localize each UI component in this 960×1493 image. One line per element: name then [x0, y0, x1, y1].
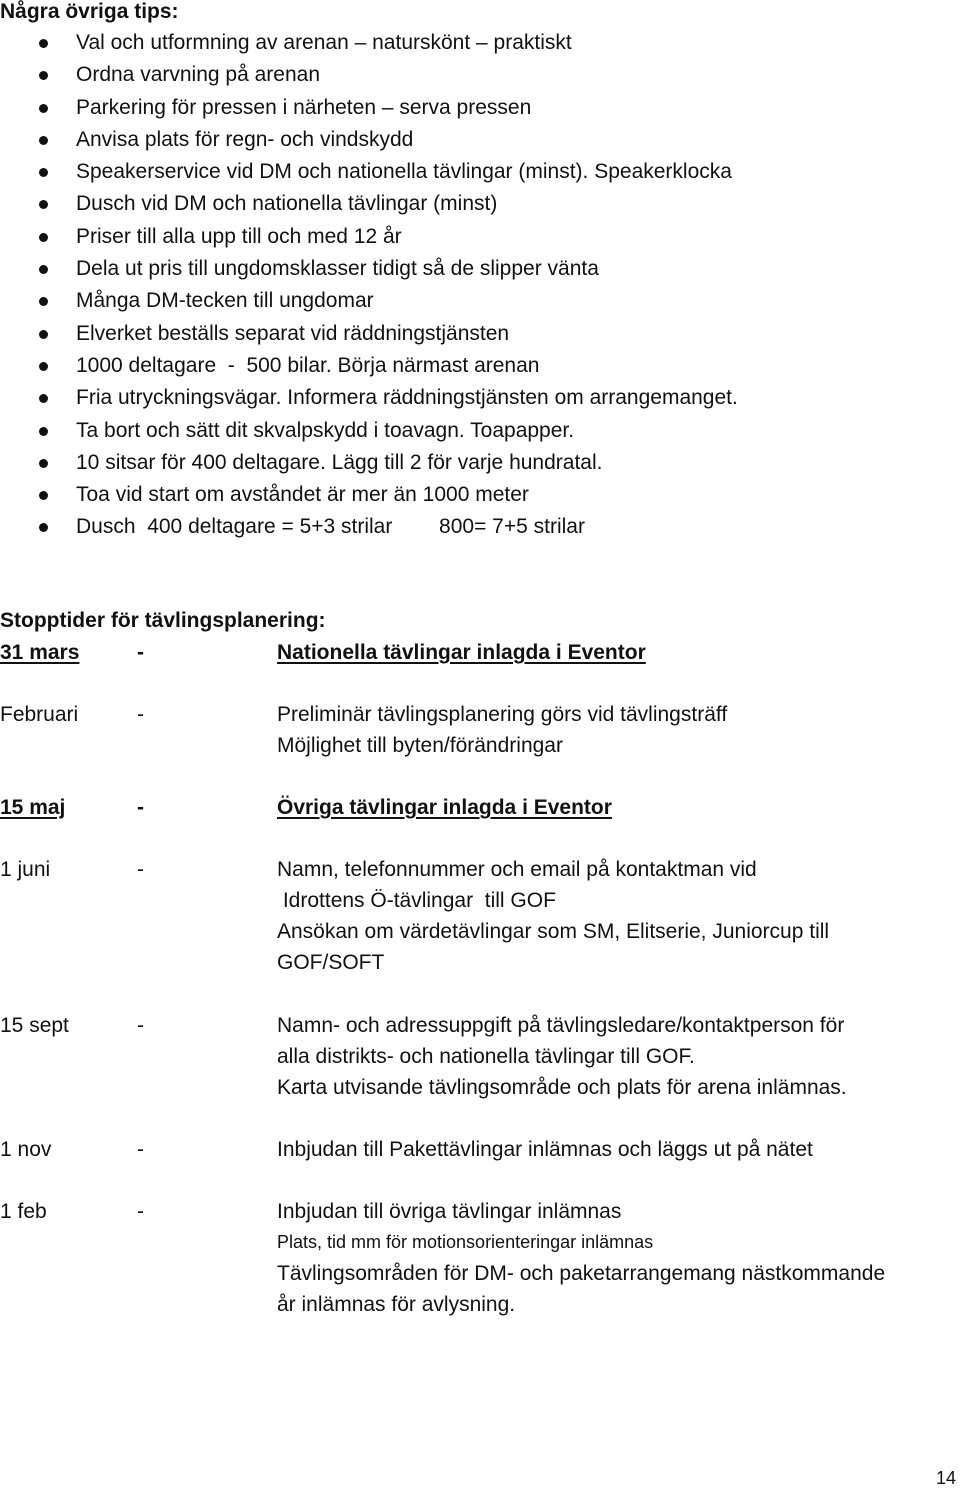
list-item [0, 285, 940, 317]
schedule-description [277, 854, 957, 978]
tip-text: Val och utformning av arenan – naturskönt – praktiskt [76, 31, 572, 54]
bullet-icon [39, 200, 48, 209]
list-item [0, 92, 940, 124]
tips-heading: Några övriga tips: [0, 0, 179, 23]
description-line: GOF/SOFT [277, 951, 385, 974]
tip-text: Ordna varvning på arenan [76, 63, 320, 87]
description-line: Preliminär tävlingsplanering görs vid tävlingsträff [277, 703, 728, 726]
schedule-date: Februari [0, 703, 79, 726]
list-item [0, 124, 940, 156]
tip-text: Priser till alla upp till och med 12 år [76, 224, 402, 248]
tip-text: Många DM-tecken till ungdomar [76, 289, 374, 313]
tip-text: Dusch vid DM och nationella tävlingar (minst) [76, 192, 498, 216]
description-line: Plats, tid mm för motionsorienteringar inlämnas [277, 1232, 654, 1252]
description-line: år inlämnas för avlysning. [277, 1293, 516, 1316]
bullet-icon [39, 491, 48, 500]
list-item [0, 27, 940, 59]
bullet-icon [39, 39, 48, 48]
list-item [0, 479, 940, 511]
tips-list [0, 27, 940, 544]
bullet-icon [39, 362, 48, 371]
list-item [0, 188, 940, 220]
tip-text: 10 sitsar för 400 deltagare. Lägg till 2 för varje hundratal. [76, 450, 603, 474]
schedule-description [277, 637, 957, 668]
description-line: Tävlingsområden för DM- och paketarrangemang nästkommande [277, 1262, 886, 1285]
tip-text: Ta bort och sätt dit skvalpskydd i toavagn. Toapapper. [76, 418, 575, 442]
tip-text: Elverket beställs separat vid räddningstjänsten [76, 321, 510, 345]
tip-text: Dusch 400 deltagare = 5+3 strilar 800= 7+5 strilar [76, 515, 585, 539]
schedule-dash: - [137, 703, 144, 726]
tip-text: Parkering för pressen i närheten – serva pressen [76, 95, 532, 119]
description-line: Karta utvisande tävlingsområde och plats för arena inlämnas. [277, 1076, 847, 1099]
schedule-dash: - [137, 1014, 144, 1037]
bullet-icon [39, 71, 48, 80]
tip-text: Dela ut pris till ungdomsklasser tidigt så de slipper vänta [76, 257, 599, 281]
schedule-date: 1 feb [0, 1200, 47, 1223]
bullet-icon [39, 394, 48, 403]
description-line: alla distrikts- och nationella tävlingar till GOF. [277, 1045, 695, 1068]
schedule-description [277, 1010, 957, 1103]
tip-text: Fria utryckningsvägar. Informera räddningstjänsten om arrangemanget. [76, 386, 738, 410]
schedule-dash: - [137, 796, 144, 819]
list-item [0, 382, 940, 414]
description-line: Idrottens Ö-tävlingar till GOF [277, 889, 556, 912]
bullet-icon [39, 297, 48, 306]
description-line: Ansökan om värdetävlingar som SM, Elitserie, Juniorcup till [277, 920, 830, 943]
list-item [0, 221, 940, 253]
schedule-date: 15 sept [0, 1014, 69, 1037]
bullet-icon [39, 104, 48, 113]
list-item [0, 156, 940, 188]
page-number: 14 [935, 1468, 956, 1488]
description-line: Övriga tävlingar inlagda i Eventor [277, 796, 612, 819]
schedule-date: 31 mars [0, 641, 80, 664]
bullet-icon [39, 265, 48, 274]
schedule-description [277, 1196, 957, 1320]
list-item [0, 447, 940, 479]
schedule-description [277, 1134, 957, 1165]
description-line: Inbjudan till övriga tävlingar inlämnas [277, 1200, 622, 1223]
bullet-icon [39, 523, 48, 532]
tip-text: Anvisa plats för regn- och vindskydd [76, 127, 414, 151]
description-line: Inbjudan till Pakettävlingar inlämnas och läggs ut på nätet [277, 1138, 813, 1161]
description-line: Namn, telefonnummer och email på kontaktman vid [277, 858, 757, 881]
bullet-icon [39, 168, 48, 177]
schedule-description [277, 699, 957, 761]
bullet-icon [39, 136, 48, 145]
bullet-icon [39, 233, 48, 242]
schedule-dash: - [137, 641, 144, 664]
tip-text: Toa vid start om avståndet är mer än 1000 meter [76, 483, 529, 507]
deadlines-heading: Stopptider för tävlingsplanering: [0, 609, 326, 632]
bullet-icon [39, 330, 48, 339]
schedule-date: 1 nov [0, 1138, 52, 1161]
bullet-icon [39, 427, 48, 436]
schedule-dash: - [137, 1200, 144, 1223]
bullet-icon [39, 459, 48, 468]
list-item [0, 350, 940, 382]
schedule-date: 15 maj [0, 796, 66, 819]
list-item [0, 59, 940, 91]
list-item [0, 511, 940, 543]
tip-text: Speakerservice vid DM och nationella tävlingar (minst). Speakerklocka [76, 160, 732, 184]
tip-text: 1000 deltagare - 500 bilar. Börja närmast arenan [76, 353, 540, 377]
schedule-description [277, 792, 957, 823]
list-item [0, 415, 940, 447]
schedule-dash: - [137, 858, 144, 881]
list-item [0, 253, 940, 285]
description-line: Namn- och adressuppgift på tävlingsledare/kontaktperson för [277, 1014, 845, 1037]
description-line: Nationella tävlingar inlagda i Eventor [277, 641, 646, 664]
description-line: Möjlighet till byten/förändringar [277, 734, 563, 757]
schedule-date: 1 juni [0, 858, 51, 881]
list-item [0, 318, 940, 350]
schedule-dash: - [137, 1138, 144, 1161]
